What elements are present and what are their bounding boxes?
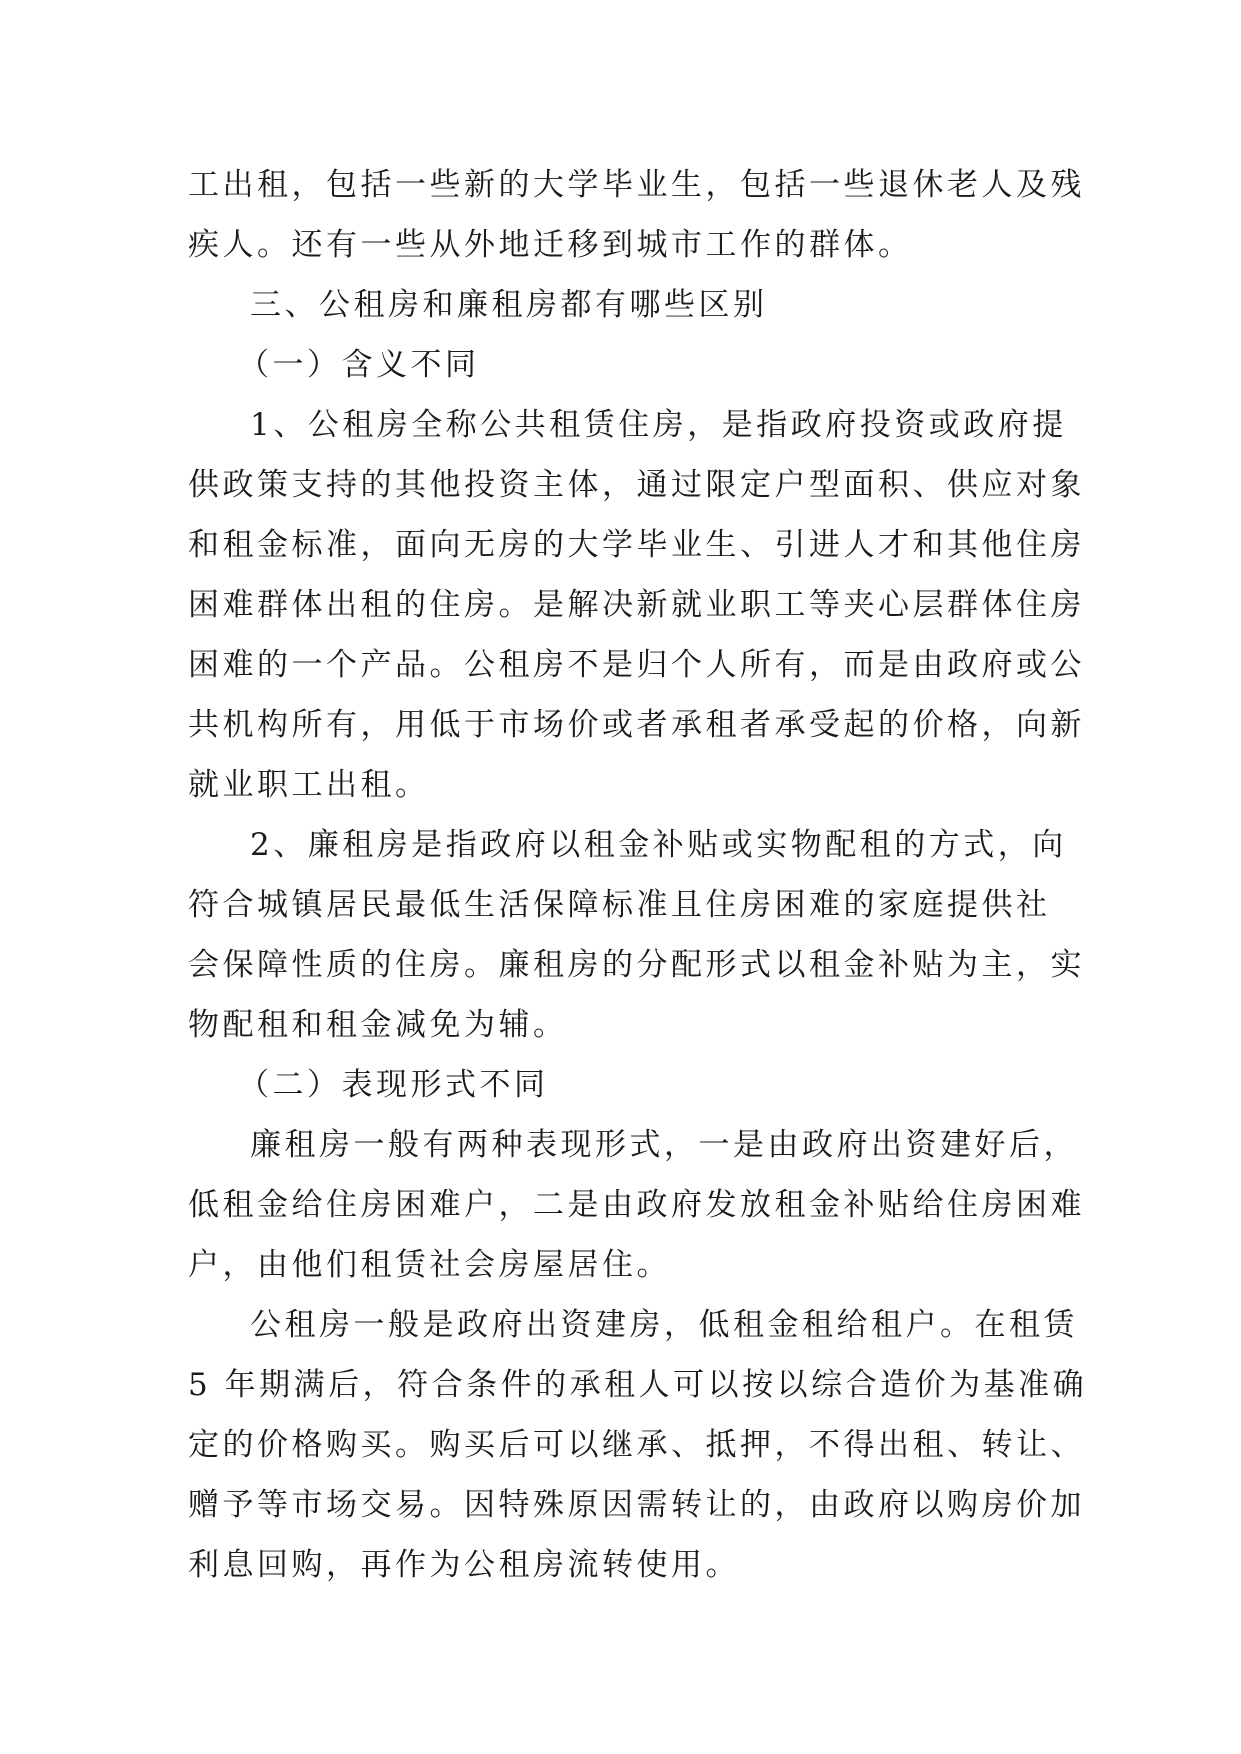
- text-line: 疾人。还有一些从外地迁移到城市工作的群体。: [188, 227, 913, 263]
- text-line: 利息回购，再作为公租房流转使用。: [188, 1547, 740, 1583]
- section-heading: 三、公租房和廉租房都有哪些区别: [250, 287, 768, 323]
- text-line: 困难的一个产品。公租房不是归个人所有，而是由政府或公: [188, 647, 1085, 683]
- text-line: 工出租，包括一些新的大学毕业生，包括一些退休老人及残: [188, 167, 1085, 203]
- paragraph-start: 2、廉租房是指政府以租金补贴或实物配租的方式，向: [250, 827, 1067, 863]
- text-line: 户，由他们租赁社会房屋居住。: [188, 1247, 671, 1283]
- text-line: 定的价格购买。购买后可以继承、抵押，不得出租、转让、: [188, 1427, 1085, 1463]
- text-line: 和租金标准，面向无房的大学毕业生、引进人才和其他住房: [188, 527, 1085, 563]
- text-line: 符合城镇居民最低生活保障标准且住房困难的家庭提供社: [188, 887, 1051, 923]
- subsection-heading: （一）含义不同: [238, 347, 480, 383]
- text-line: 就业职工出租。: [188, 767, 430, 803]
- paragraph-start: 廉租房一般有两种表现形式，一是由政府出资建好后，: [250, 1127, 1078, 1163]
- text-line: 赠予等市场交易。因特殊原因需转让的，由政府以购房价加: [188, 1487, 1085, 1523]
- text-line: 困难群体出租的住房。是解决新就业职工等夹心层群体住房: [188, 587, 1085, 623]
- text-line: 共机构所有，用低于市场价或者承租者承受起的价格，向新: [188, 707, 1085, 743]
- text-line: 低租金给住房困难户，二是由政府发放租金补贴给住房困难: [188, 1187, 1085, 1223]
- subsection-heading: （二）表现形式不同: [238, 1067, 549, 1103]
- text-line: 5 年期满后，符合条件的承租人可以按以综合造价为基准确: [188, 1367, 1088, 1403]
- document-body: [188, 155, 1088, 1595]
- paragraph-start: 公租房一般是政府出资建房，低租金租给租户。在租赁: [250, 1307, 1078, 1343]
- text-line: 会保障性质的住房。廉租房的分配形式以租金补贴为主，实: [188, 947, 1085, 983]
- text-line: 供政策支持的其他投资主体，通过限定户型面积、供应对象: [188, 467, 1085, 503]
- text-line: 物配租和租金减免为辅。: [188, 1007, 568, 1043]
- paragraph-start: 1、公租房全称公共租赁住房，是指政府投资或政府提: [250, 407, 1067, 443]
